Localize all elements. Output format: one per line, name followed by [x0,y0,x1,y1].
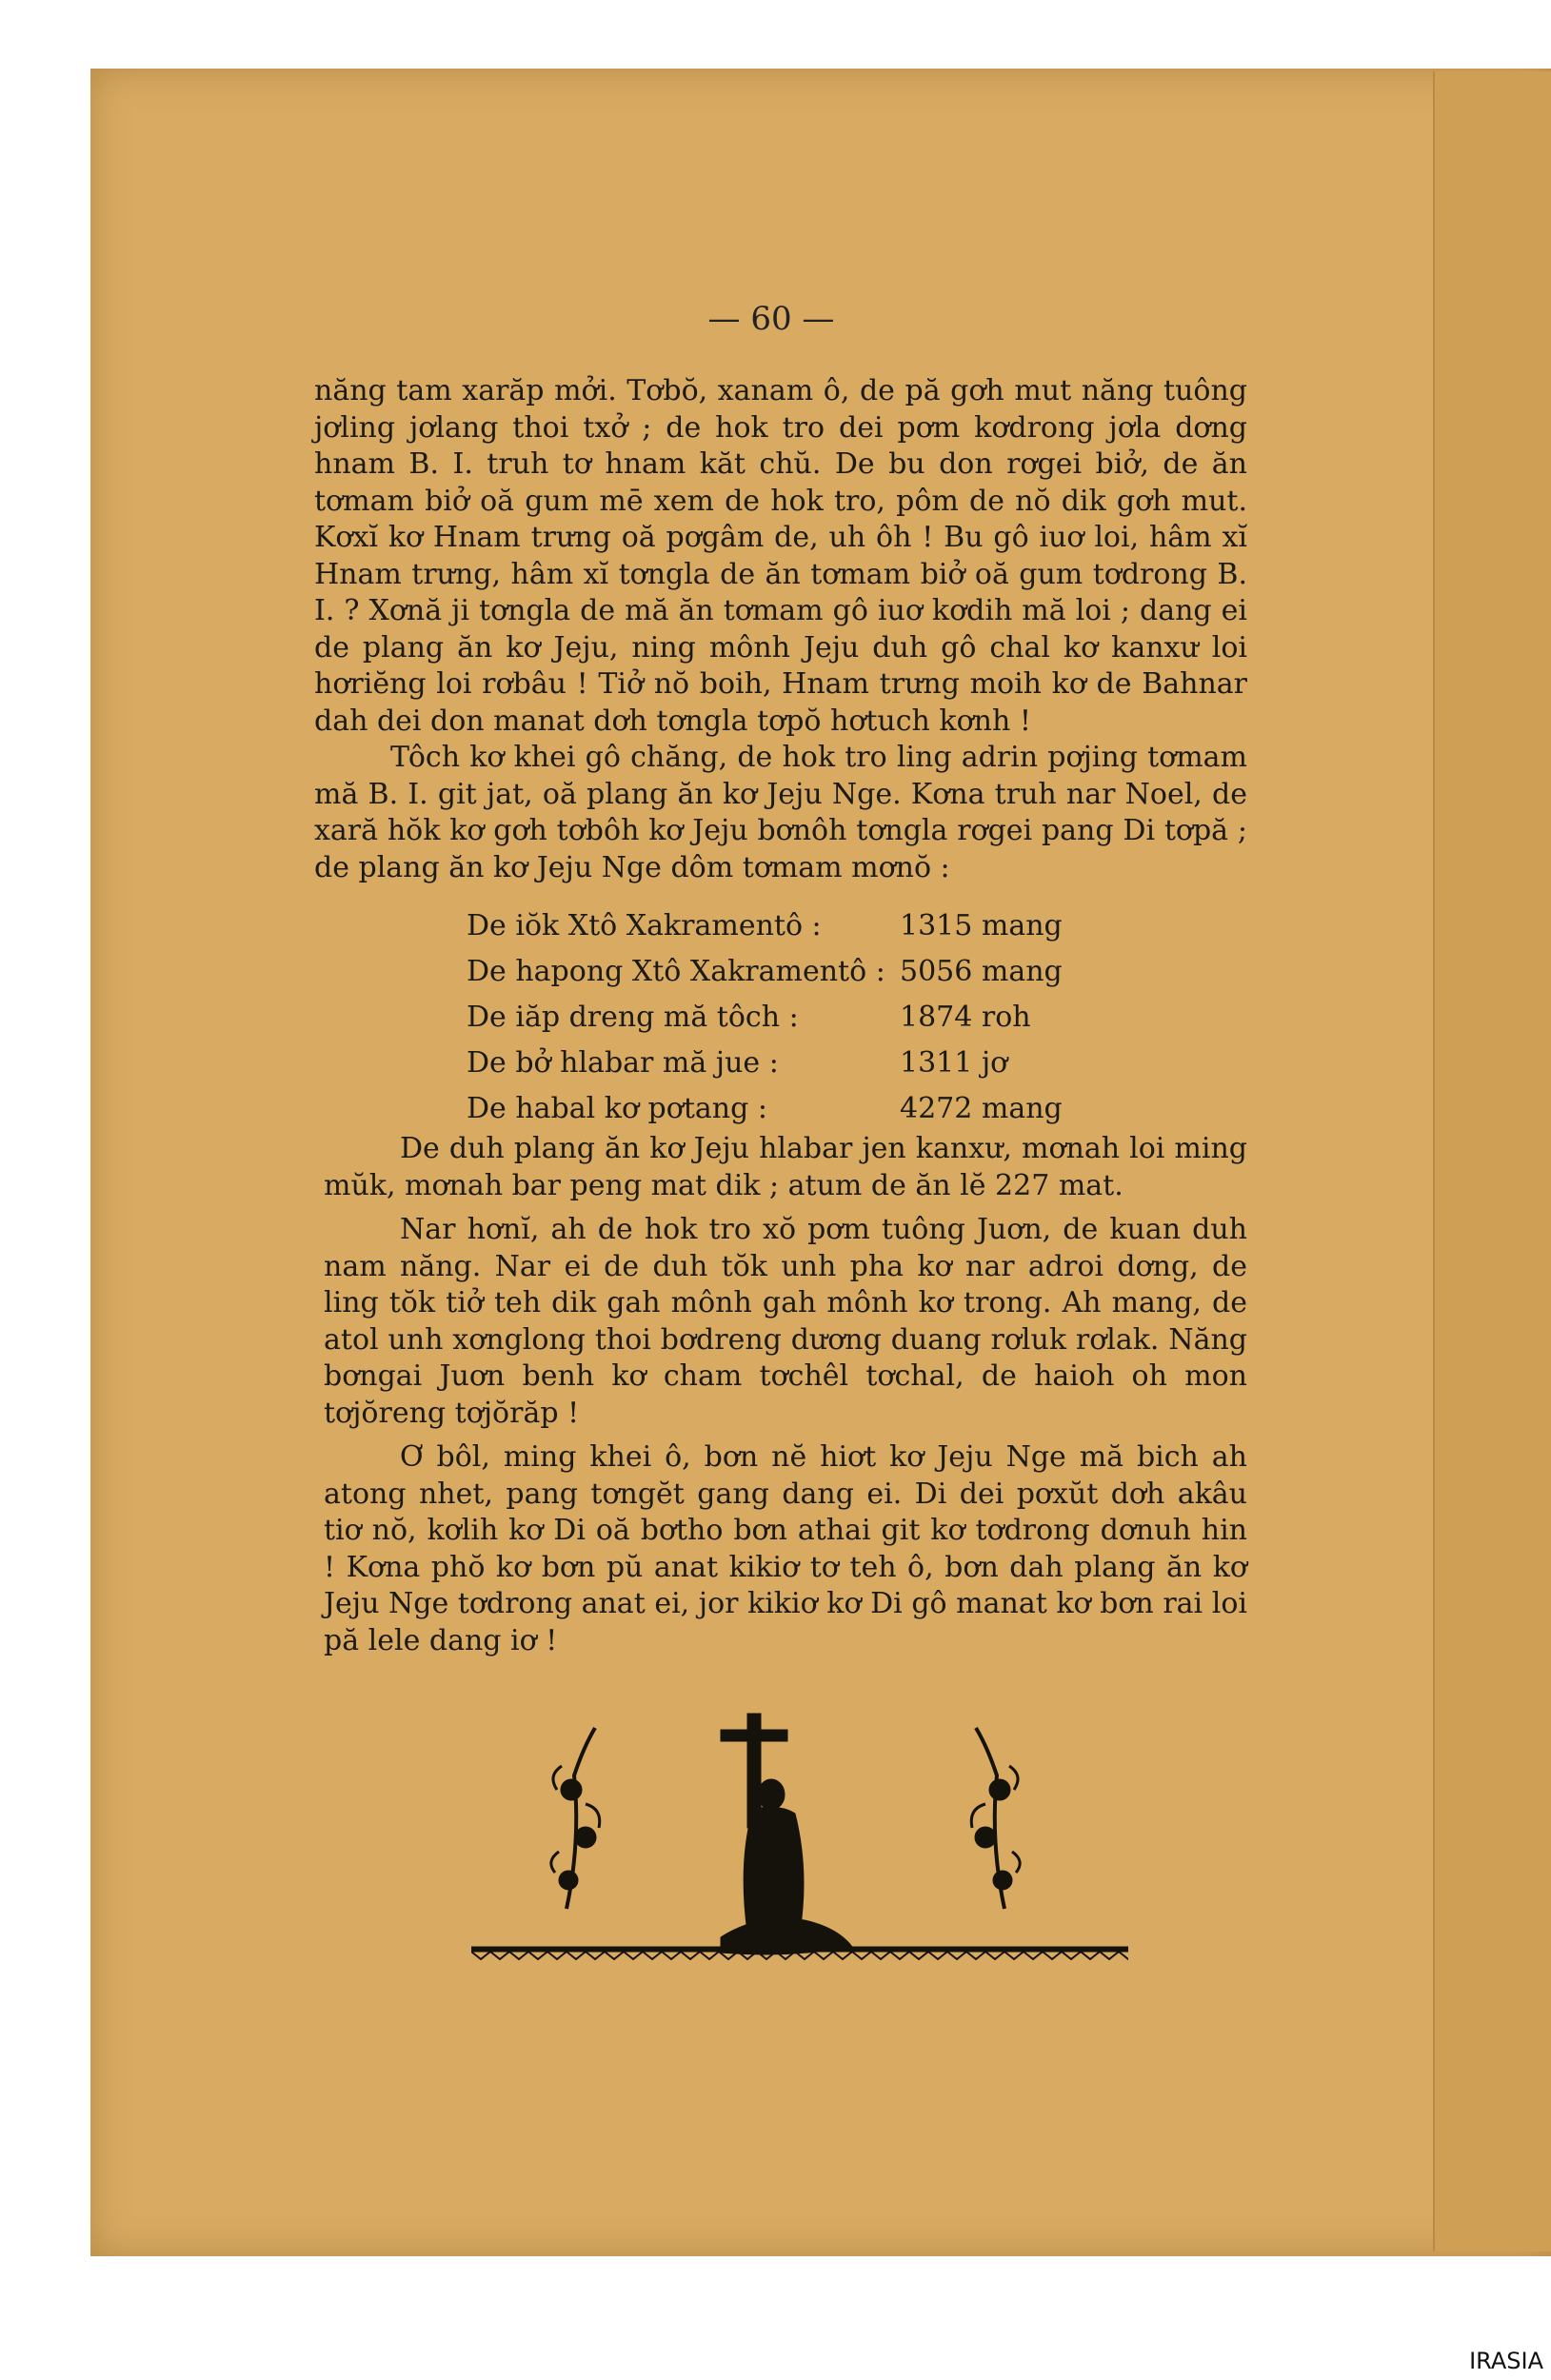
crucifix-ornament [471,1709,1128,1966]
stat-row [467,902,1133,948]
statistics-list [467,902,1133,1131]
page-number: — 60 — [707,300,835,338]
text-block-bottom [324,1131,1247,1667]
paragraph-2: Tôch kơ khei gô chăng, de hok tro ling adrin pơjing tơmam mă B. I. git jat, oă plang ăn kơ Jeju Nge. Kơna truh nar Noel, de xară hŏk kơ gơh tơbôh kơ Jeju bơnôh tơngla rơgei pang Di tơpă ; de plang ăn kơ Jeju Nge dôm tơmam mơnŏ : [314,741,1247,884]
stat-label: De habal kơ pơtang : [467,1091,767,1125]
paragraph-5: Ơ bôl, ming khei ô, bơn nĕ hiơt kơ Jeju Nge mă bich ah atong nhet, pang tơngĕt gang dang ei. Di dei pơxŭt dơh akâu tiơ nŏ, kơlih kơ Di oă bơtho bơn athai git kơ tơdrong dơnuh hin ! Kơna phŏ kơ bơn pŭ anat kikiơ tơ teh ô, bơn dah plang ăn kơ Jeju Nge tơdrong anat ei, jor kikiơ kơ Di gô manat kơ bơn rai loi pă lele dang iơ ! [324,1440,1247,1657]
stat-value: 1315 mang [900,908,1063,942]
stat-label: De iŏk Xtô Xakramentô : [467,908,822,942]
stat-value: 1311 jơ [900,1045,1008,1080]
stat-label: De bở hlabar mă jue : [467,1045,779,1080]
paragraph-1: năng tam xarăp mởi. Tơbŏ, xanam ô, de pă gơh mut năng tuông jơling jơlang thoi txở ; de hok tro dei pơm kơdrong jơla dơng hnam B. I. truh tơ hnam kăt chŭ. De bu don rơgei biở, de ăn tơmam biở oă gum mē xem de hok tro, pôm de nŏ dik gơh mut. Kơxĭ kơ Hnam trưng oă pơgâm de, uh ôh ! Bu gô iuơ loi, hâm xĭ Hnam trưng, hâm xĭ tơngla de ăn tơmam biở oă gum tơdrong B. I. ? Xơnă ji tơngla de mă ăn tơmam gô iuơ kơdih mă loi ; dang ei de plang ăn kơ Jeju, ning mônh Jeju duh gô chal kơ kanxư loi hơriĕng loi rơbâu ! Tiở nŏ boih, Hnam trưng moih kơ de Bahnar dah dei don manat dơh tơngla tơpŏ hơtuch kơnh ! [314,374,1247,738]
stat-value: 5056 mang [900,954,1063,988]
paper-next-page-edge [1433,71,1551,2251]
paragraph-3: De duh plang ăn kơ Jeju hlabar jen kanxư, mơnah loi ming mŭk, mơnah bar peng mat dik ; atum de ăn lĕ 227 mat. [324,1132,1247,1202]
stat-row [467,994,1133,1040]
stat-row [467,1040,1133,1085]
paragraph-4: Nar hơnĭ, ah de hok tro xŏ pơm tuông Juơn, de kuan duh nam năng. Nar ei de duh tŏk unh pha kơ nar adroi dơng, de ling tŏk tiở teh dik gah mônh gah mônh kơ trong. Ah mang, de atol unh xơnglong thoi bơdreng dương duang rơluk rơlak. Năng bơngai Juơn benh kơ cham tơchêl tơchal, de haioh oh mon tơjŏreng tơjŏrăp ! [324,1213,1247,1430]
stat-value: 1874 roh [900,1000,1031,1034]
stat-value: 4272 mang [900,1091,1063,1125]
text-block-top [314,373,1247,886]
stat-row [467,1085,1133,1131]
watermark: IRASIA [1469,2348,1543,2374]
stat-row [467,948,1133,994]
stat-label: De iăp dreng mă tôch : [467,1000,799,1034]
stat-label: De hapong Xtô Xakramentô : [467,954,885,988]
